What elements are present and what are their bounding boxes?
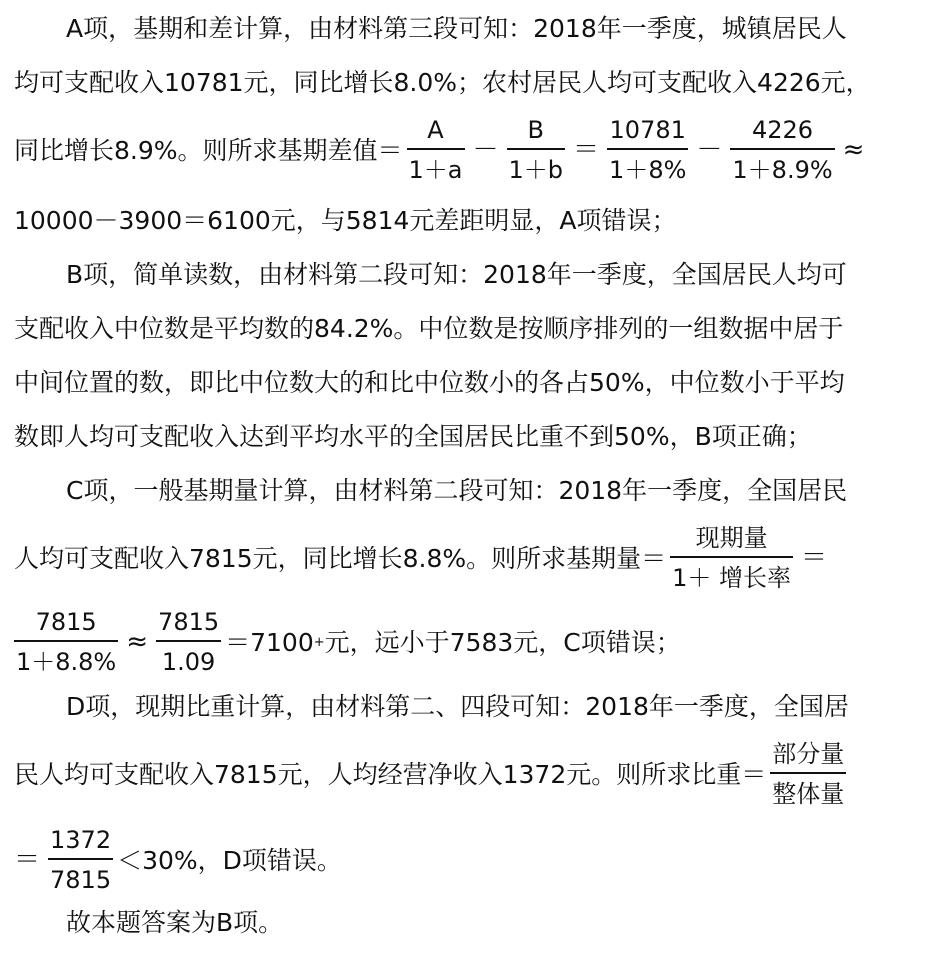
fraction-numerator: 7815 — [158, 608, 220, 636]
para-c-line-1 — [14, 478, 929, 503]
para-c-line-2-text: 人均可支配收入7815元，同比增长8.8%。则所求基期量＝ — [14, 543, 667, 573]
fraction-denominator: 1＋8% — [609, 156, 687, 184]
para-b-line-2 — [14, 316, 929, 341]
para-d-line-1-text: D项，现期比重计算，由材料第二、四段可知：2018年一季度，全国居 — [66, 692, 849, 721]
para-d-line-3 — [14, 828, 929, 892]
para-d-line-1 — [14, 694, 929, 719]
fraction-numerator: 1372 — [50, 826, 112, 854]
fraction-numerator: 4226 — [751, 116, 814, 144]
fraction-denominator: 1＋8.8% — [16, 648, 117, 676]
para-b-line-3 — [14, 370, 929, 395]
approx-sign: ≈ — [126, 627, 149, 657]
fraction-7815-over-1-088 — [14, 610, 118, 674]
para-a-line-2-text: 均可支配收入10781元，同比增长8.0%；农村居民人均可支配收入4226元， — [14, 68, 871, 97]
fraction-denominator: 1＋ 增长率 — [672, 564, 792, 592]
fraction-numerator: 10781 — [609, 116, 686, 144]
para-a-line-4-text: 10000－3900＝6100元，与5814元差距明显，A项错误； — [14, 206, 677, 235]
para-b-line-3-text: 中间位置的数，即比中位数大的和比中位数小的各占50%，中位数小于平均 — [14, 368, 845, 397]
fraction-denominator: 1＋8.9% — [732, 156, 833, 184]
para-b-line-1-text: B项，简单读数，由材料第二段可知：2018年一季度，全国居民人均可 — [66, 260, 847, 289]
para-c-line-3 — [14, 610, 929, 674]
fraction-b-over-1-plus-b — [507, 118, 566, 182]
para-c-line-3-tail: 元，远小于7583元，C项错误； — [324, 627, 681, 657]
fraction-7815-over-109 — [156, 610, 221, 674]
para-c-line-1-text: C项，一般基期量计算，由材料第二段可知：2018年一季度，全国居民 — [66, 476, 848, 505]
fraction-denominator: 1.09 — [161, 648, 216, 676]
para-b-line-4 — [14, 424, 929, 449]
para-a-line-1 — [14, 16, 929, 41]
para-d-line-2-text: 民人均可支配收入7815元，人均经营净收入1372元。则所求比重＝ — [14, 759, 767, 789]
approx-sign: ≈ — [842, 135, 865, 165]
result-value: ＝7100 — [225, 627, 314, 657]
para-a-line-3-text: 同比增长8.9%。则所求基期差值＝ — [14, 135, 403, 165]
para-a-line-2 — [14, 70, 929, 95]
para-b-line-4-text: 数即人均可支配收入达到平均水平的全国居民比重不到50%，B项正确； — [14, 422, 812, 451]
equals-sign: ＝ — [573, 135, 600, 165]
fraction-4226 — [730, 118, 834, 182]
fraction-denominator: 1＋b — [508, 156, 564, 184]
fraction-denominator: 7815 — [50, 866, 112, 894]
fraction-10781 — [607, 118, 688, 182]
fraction-numerator: B — [527, 116, 544, 144]
para-a-line-3 — [14, 118, 929, 182]
result-superscript: + — [313, 634, 325, 650]
equals-sign: ＝ — [14, 845, 41, 875]
fraction-numerator: 现期量 — [695, 524, 768, 552]
fraction-numerator: 部分量 — [772, 740, 845, 768]
para-a-line-4 — [14, 208, 929, 233]
fraction-current-over-growth — [670, 526, 793, 590]
para-d-line-2 — [14, 742, 929, 806]
fraction-numerator: A — [427, 116, 444, 144]
fraction-denominator: 整体量 — [772, 780, 845, 808]
minus-sign: － — [472, 135, 499, 165]
fraction-denominator: 1＋a — [408, 156, 463, 184]
conclusion-line — [14, 910, 929, 935]
equals-sign: ＝ — [801, 543, 828, 573]
para-a-line-1-text: A项，基期和差计算，由材料第三段可知：2018年一季度，城镇居民人 — [66, 14, 847, 43]
para-b-line-2-text: 支配收入中位数是平均数的84.2%。中位数是按顺序排列的一组数据中居于 — [14, 314, 844, 343]
minus-sign: － — [696, 135, 723, 165]
conclusion-text: 故本题答案为B项。 — [66, 908, 284, 937]
para-d-line-3-tail: ＜30%，D项错误。 — [117, 845, 342, 875]
fraction-numerator: 7815 — [35, 608, 97, 636]
fraction-1372-over-7815 — [48, 828, 113, 892]
fraction-a-over-1-plus-a — [407, 118, 465, 182]
fraction-part-over-whole — [770, 742, 846, 806]
para-c-line-2 — [14, 526, 929, 590]
para-b-line-1 — [14, 262, 929, 287]
